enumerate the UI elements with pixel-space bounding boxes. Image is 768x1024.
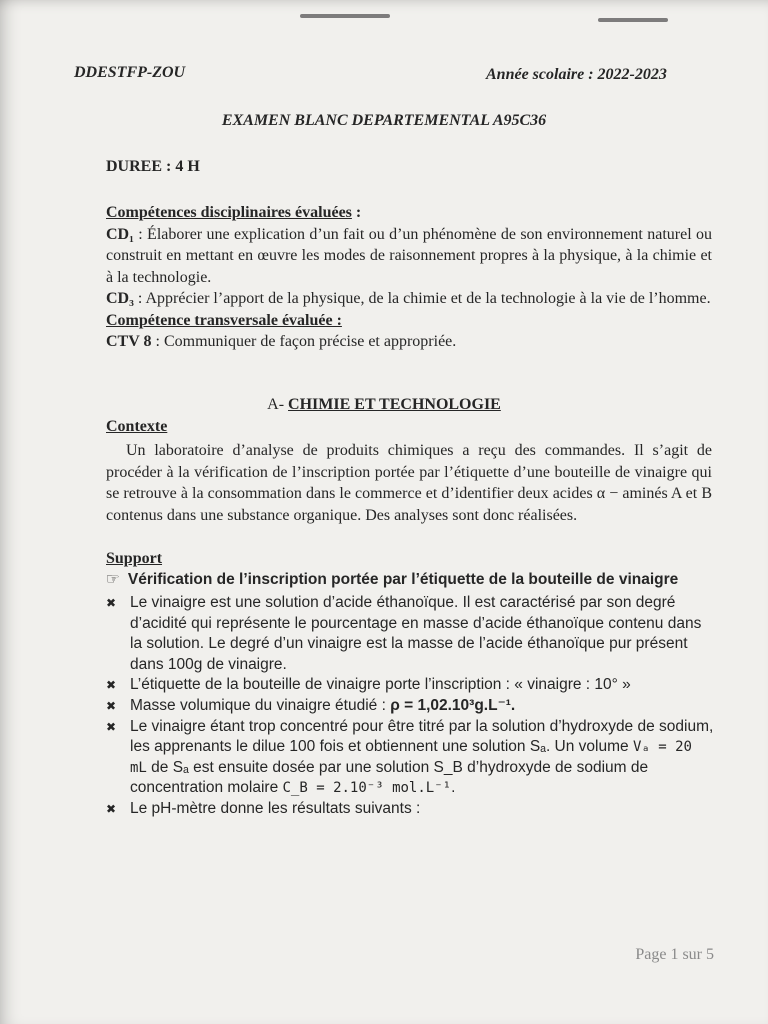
bullet-text: Le vinaigre est une solution d’acide éthanoïque. Il est caractérisé par son degré d’acidité qui représente le pourcentage en masse d’acide éthanoïque contenu dans la solution. Le degré d’un vinaigre est la masse de l’acide éthanoïque pur présent dans 100g de vinaigre.	[130, 594, 702, 673]
cd1-text: : Élaborer une explication d’un fait ou d’un phénomène de son environnement naturel ou construit en mettant en œuvre les modes de raisonnement propres à la physique, à la chimie et à la technologie.	[106, 225, 712, 286]
verification-text: Vérification de l’inscription portée par l’étiquette de la bouteille de vinaigre	[127, 571, 679, 588]
cross-bullet-icon: ✖	[106, 596, 117, 610]
verification-heading	[106, 570, 678, 589]
scan-smudge	[598, 18, 668, 22]
density-label: Masse volumique du vinaigre étudié :	[130, 696, 391, 714]
pointing-hand-icon: ☞	[106, 571, 120, 588]
cross-bullet-icon: ✖	[106, 801, 117, 816]
cd1-paragraph	[106, 224, 712, 289]
list-item	[106, 717, 714, 799]
concentration-cb: C_B = 2.10⁻³ mol.L⁻¹	[282, 780, 452, 797]
section-name: CHIMIE ET TECHNOLOGIE	[288, 396, 501, 413]
ctv-text: : Communiquer de façon précise et appropriée.	[151, 333, 457, 350]
context-text: Un laboratoire d’analyse de produits chimiques a reçu des commandes. Il s’agit de procéder à la vérification de l’inscription portée par l’étiquette d’une bouteille de vinaigre qui se retrouve à la consommation dans le commerce et d’identifier deux acides α − aminés A et B contenus dans une substance organique. Des analyses sont donc réalisées.	[106, 442, 712, 524]
cd3-paragraph	[106, 288, 712, 310]
exam-duration: DUREE : 4 H	[106, 158, 200, 175]
dilution-text-c: .	[451, 779, 456, 797]
bullet-text	[130, 696, 714, 717]
org-header: DDESTFP-ZOU	[74, 64, 186, 81]
density-value: ρ = 1,02.10³g.L⁻¹.	[390, 696, 516, 714]
section-prefix: A-	[267, 396, 289, 413]
volume-va: Vₐ = 20 mL	[130, 739, 692, 776]
bullet-text: L’étiquette de la bouteille de vinaigre porte l’inscription : « vinaigre : 10° »	[130, 676, 631, 694]
list-item	[106, 799, 714, 820]
cd3-text: : Apprécier l’apport de la physique, de la chimie et de la technologie à la vie de l’homme.	[133, 290, 711, 307]
dilution-text-b: de Sₐ est ensuite dosée par une solution S_B d’hydroxyde de sodium de concentration molaire	[130, 758, 649, 797]
cross-bullet-icon: ✖	[106, 719, 117, 734]
list-item	[106, 696, 714, 717]
scan-smudge	[300, 14, 390, 18]
cross-bullet-icon: ✖	[106, 678, 117, 693]
list-item	[106, 593, 714, 675]
school-year: Année scolaire : 2022-2023	[486, 66, 667, 83]
exam-title: EXAMEN BLANC DEPARTEMENTAL A95C36	[221, 112, 547, 129]
competences-block	[106, 202, 712, 353]
bullet-text	[130, 717, 714, 799]
context-label: Contexte	[106, 418, 168, 435]
list-item	[106, 675, 714, 696]
ctv-paragraph	[106, 331, 712, 353]
competences-heading: Compétences disciplinaires évaluées	[106, 204, 352, 221]
cd3-label: CD₃	[106, 290, 134, 307]
support-label: Support	[106, 550, 163, 567]
section-title	[0, 396, 768, 414]
competences-heading-suffix: :	[351, 204, 362, 221]
cd1-label: CD₁	[106, 225, 134, 243]
dilution-text-a: Le vinaigre étant trop concentré pour être titré par la solution d’hydroxyde de sodium, les apprenants le dilue 100 fois et obtiennent une solution Sₐ. Un volume	[130, 717, 714, 756]
transversal-heading: Compétence transversale évaluée :	[106, 311, 342, 329]
competences-heading-line	[106, 202, 712, 224]
support-bullets	[106, 593, 714, 820]
cross-bullet-icon: ✖	[106, 698, 117, 713]
ctv-label: CTV 8	[106, 333, 152, 350]
page-number: Page 1 sur 5	[635, 946, 714, 963]
bullet-text: Le pH-mètre donne les résultats suivants :	[130, 799, 421, 817]
